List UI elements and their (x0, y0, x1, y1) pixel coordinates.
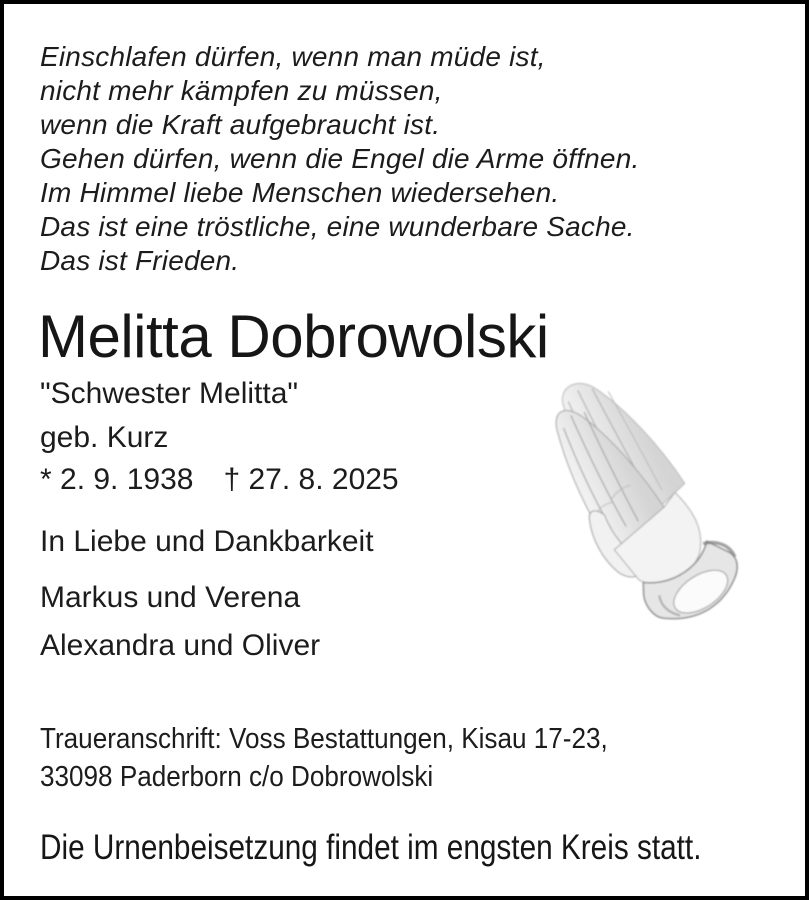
closing-phrase: In Liebe und Dankbarkeit (40, 525, 374, 558)
funeral-note: Die Urnenbeisetzung findet im engsten Kreis statt. (40, 828, 702, 867)
poem-line: Einschlafen dürfen, wenn man müde ist, (40, 41, 546, 72)
poem-line: Gehen dürfen, wenn die Engel die Arme öffnen. (40, 143, 640, 174)
deceased-nickname: "Schwester Melitta" (40, 377, 299, 410)
mourner-line: Alexandra und Oliver (40, 629, 321, 662)
poem-line: nicht mehr kämpfen zu müssen, (40, 75, 443, 106)
poem-line: Das ist Frieden. (40, 245, 240, 276)
life-dates (40, 462, 399, 498)
poem-line: Das ist eine tröstliche, eine wunderbare Sache. (40, 211, 635, 242)
address-line: Traueranschrift: Voss Bestattungen, Kisau 17-23, (40, 723, 608, 755)
birth-date: * 2. 9. 1938 (40, 463, 194, 496)
mourning-address (40, 720, 608, 796)
mourner-line: Markus und Verena (40, 581, 301, 614)
poem-line: Im Himmel liebe Menschen wiedersehen. (40, 177, 560, 208)
poem-line: wenn die Kraft aufgebraucht ist. (40, 109, 441, 140)
deceased-name: Melitta Dobrowolski (38, 303, 549, 370)
condolence-poem (40, 40, 639, 278)
death-date: † 27. 8. 2025 (223, 463, 399, 496)
praying-hands-image (530, 360, 750, 652)
address-line: 33098 Paderborn c/o Dobrowolski (40, 761, 434, 793)
maiden-name: geb. Kurz (40, 421, 169, 454)
